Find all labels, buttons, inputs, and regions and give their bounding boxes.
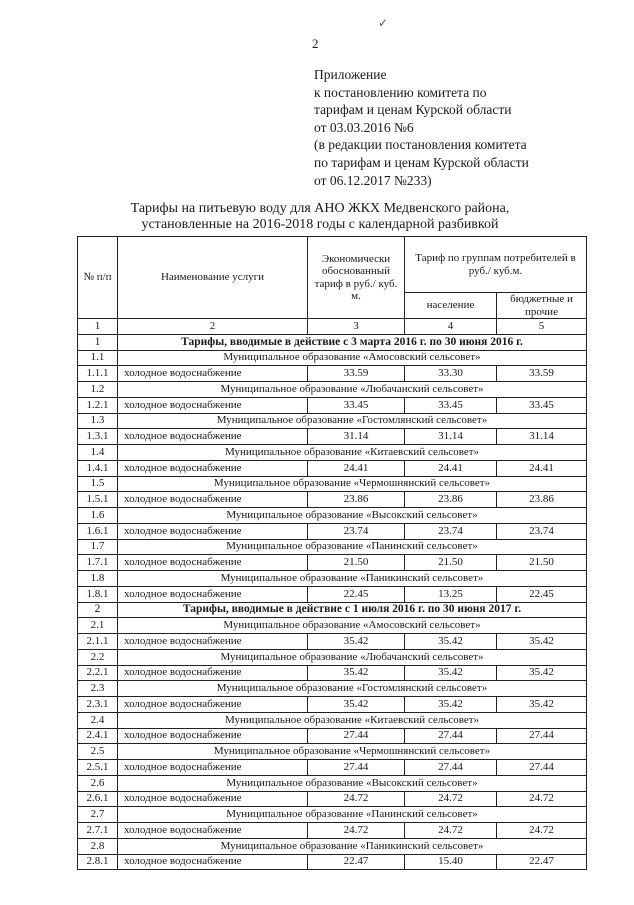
table-row	[78, 460, 587, 476]
budget-tariff-value: 27.44	[497, 760, 587, 776]
row-number: 1.5.1	[78, 492, 118, 508]
row-number: 2.2.1	[78, 665, 118, 681]
document-title-line: Тарифы на питьевую воду для АНО ЖКХ Медвенского района,	[130, 201, 510, 216]
budget-tariff-value: 24.72	[497, 791, 587, 807]
header-budget-other: бюджетные и прочие	[497, 293, 587, 319]
municipality-name: Муниципальное образование «Паникинский сельсовет»	[118, 571, 587, 587]
service-name: холодное водоснабжение	[118, 366, 308, 382]
table-row	[78, 366, 587, 382]
economic-tariff-value: 23.74	[308, 523, 405, 539]
municipality-name: Муниципальное образование «Панинский сельсовет»	[118, 539, 587, 555]
row-number: 1.1.1	[78, 366, 118, 382]
municipality-row	[78, 476, 587, 492]
service-name: холодное водоснабжение	[118, 555, 308, 571]
economic-tariff-value: 27.44	[308, 728, 405, 744]
population-tariff-value: 27.44	[405, 760, 497, 776]
header-economic-tariff: Экономически обоснованный тариф в руб./ куб. м.	[308, 237, 405, 319]
section-title: Тарифы, вводимые в действие с 3 марта 2016 г. по 30 июня 2016 г.	[118, 334, 587, 350]
row-number: 2.7	[78, 807, 118, 823]
tariff-table-body	[78, 334, 587, 870]
row-number: 2	[78, 602, 118, 618]
column-number: 3	[308, 319, 405, 335]
service-name: холодное водоснабжение	[118, 854, 308, 870]
table-row	[78, 397, 587, 413]
column-number: 1	[78, 319, 118, 335]
table-row	[78, 586, 587, 602]
row-number: 2.3.1	[78, 697, 118, 713]
municipality-row	[78, 744, 587, 760]
municipality-name: Муниципальное образование «Чермошнянский сельсовет»	[118, 744, 587, 760]
row-number: 1.4.1	[78, 460, 118, 476]
economic-tariff-value: 24.72	[308, 823, 405, 839]
row-number: 1.4	[78, 445, 118, 461]
economic-tariff-value: 24.41	[308, 460, 405, 476]
column-number: 5	[497, 319, 587, 335]
municipality-name: Муниципальное образование «Амосовский сельсовет»	[118, 618, 587, 634]
table-row	[78, 523, 587, 539]
economic-tariff-value: 35.42	[308, 665, 405, 681]
population-tariff-value: 13.25	[405, 586, 497, 602]
economic-tariff-value: 33.59	[308, 366, 405, 382]
table-row	[78, 555, 587, 571]
row-number: 1	[78, 334, 118, 350]
row-number: 1.8.1	[78, 586, 118, 602]
service-name: холодное водоснабжение	[118, 492, 308, 508]
municipality-name: Муниципальное образование «Высокский сельсовет»	[118, 775, 587, 791]
row-number: 1.7.1	[78, 555, 118, 571]
budget-tariff-value: 35.42	[497, 665, 587, 681]
population-tariff-value: 33.45	[405, 397, 497, 413]
row-number: 1.1	[78, 350, 118, 366]
row-number: 1.6.1	[78, 523, 118, 539]
row-number: 1.2.1	[78, 397, 118, 413]
row-number: 1.2	[78, 382, 118, 398]
budget-tariff-value: 23.74	[497, 523, 587, 539]
population-tariff-value: 23.86	[405, 492, 497, 508]
table-row	[78, 492, 587, 508]
row-number: 1.7	[78, 539, 118, 555]
header-num: № п/п	[78, 237, 118, 319]
document-title-line: установленные на 2016-2018 годы с календарной разбивкой	[141, 217, 499, 232]
row-number: 1.5	[78, 476, 118, 492]
section-row	[78, 602, 587, 618]
table-row	[78, 634, 587, 650]
economic-tariff-value: 22.45	[308, 586, 405, 602]
budget-tariff-value: 31.14	[497, 429, 587, 445]
population-tariff-value: 33.30	[405, 366, 497, 382]
municipality-name: Муниципальное образование «Чермошнянский сельсовет»	[118, 476, 587, 492]
population-tariff-value: 24.41	[405, 460, 497, 476]
municipality-row	[78, 838, 587, 854]
section-title: Тарифы, вводимые в действие с 1 июля 2016 г. по 30 июня 2017 г.	[118, 602, 587, 618]
municipality-row	[78, 413, 587, 429]
appendix-line: Приложение	[314, 67, 387, 82]
row-number: 2.7.1	[78, 823, 118, 839]
header-service-name: Наименование услуги	[118, 237, 308, 319]
row-number: 2.5	[78, 744, 118, 760]
budget-tariff-value: 33.45	[497, 397, 587, 413]
population-tariff-value: 21.50	[405, 555, 497, 571]
header-consumer-groups: Тариф по группам потребителей в руб./ куб.м.	[405, 237, 587, 293]
municipality-row	[78, 382, 587, 398]
municipality-row	[78, 539, 587, 555]
population-tariff-value: 27.44	[405, 728, 497, 744]
economic-tariff-value: 35.42	[308, 634, 405, 650]
economic-tariff-value: 27.44	[308, 760, 405, 776]
table-row	[78, 791, 587, 807]
row-number: 2.4	[78, 712, 118, 728]
row-number: 2.2	[78, 649, 118, 665]
economic-tariff-value: 21.50	[308, 555, 405, 571]
municipality-name: Муниципальное образование «Амосовский сельсовет»	[118, 350, 587, 366]
economic-tariff-value: 35.42	[308, 697, 405, 713]
service-name: холодное водоснабжение	[118, 728, 308, 744]
row-number: 1.8	[78, 571, 118, 587]
economic-tariff-value: 23.86	[308, 492, 405, 508]
row-number: 1.6	[78, 508, 118, 524]
service-name: холодное водоснабжение	[118, 397, 308, 413]
population-tariff-value: 24.72	[405, 791, 497, 807]
population-tariff-value: 15.40	[405, 854, 497, 870]
budget-tariff-value: 21.50	[497, 555, 587, 571]
column-number: 2	[118, 319, 308, 335]
population-tariff-value: 31.14	[405, 429, 497, 445]
population-tariff-value: 24.72	[405, 823, 497, 839]
municipality-row	[78, 712, 587, 728]
municipality-name: Муниципальное образование «Гостомлянский сельсовет»	[118, 681, 587, 697]
municipality-row	[78, 649, 587, 665]
municipality-name: Муниципальное образование «Высокский сельсовет»	[118, 508, 587, 524]
service-name: холодное водоснабжение	[118, 791, 308, 807]
budget-tariff-value: 24.41	[497, 460, 587, 476]
row-number: 2.4.1	[78, 728, 118, 744]
tariff-table	[77, 236, 587, 870]
municipality-name: Муниципальное образование «Паникинский сельсовет»	[118, 838, 587, 854]
municipality-name: Муниципальное образование «Любачанский сельсовет»	[118, 649, 587, 665]
table-row	[78, 760, 587, 776]
row-number: 2.6.1	[78, 791, 118, 807]
appendix-line: тарифам и ценам Курской области	[314, 102, 512, 118]
municipality-name: Муниципальное образование «Гостомлянский сельсовет»	[118, 413, 587, 429]
row-number: 2.5.1	[78, 760, 118, 776]
table-row	[78, 823, 587, 839]
budget-tariff-value: 23.86	[497, 492, 587, 508]
row-number: 1.3.1	[78, 429, 118, 445]
service-name: холодное водоснабжение	[118, 429, 308, 445]
municipality-row	[78, 445, 587, 461]
appendix-line: (в редакции постановления комитета	[314, 137, 527, 153]
row-number: 2.3	[78, 681, 118, 697]
population-tariff-value: 35.42	[405, 665, 497, 681]
row-number: 2.6	[78, 775, 118, 791]
row-number: 2.1	[78, 618, 118, 634]
municipality-name: Муниципальное образование «Панинский сельсовет»	[118, 807, 587, 823]
population-tariff-value: 35.42	[405, 634, 497, 650]
service-name: холодное водоснабжение	[118, 523, 308, 539]
header-population: население	[405, 293, 497, 319]
economic-tariff-value: 33.45	[308, 397, 405, 413]
budget-tariff-value: 33.59	[497, 366, 587, 382]
table-row	[78, 429, 587, 445]
service-name: холодное водоснабжение	[118, 460, 308, 476]
municipality-row	[78, 681, 587, 697]
row-number: 1.3	[78, 413, 118, 429]
population-tariff-value: 35.42	[405, 697, 497, 713]
population-tariff-value: 23.74	[405, 523, 497, 539]
service-name: холодное водоснабжение	[118, 697, 308, 713]
budget-tariff-value: 24.72	[497, 823, 587, 839]
municipality-row	[78, 508, 587, 524]
municipality-row	[78, 807, 587, 823]
service-name: холодное водоснабжение	[118, 586, 308, 602]
corner-mark: ✓	[378, 16, 389, 30]
document-title	[100, 201, 540, 233]
budget-tariff-value: 27.44	[497, 728, 587, 744]
municipality-row	[78, 618, 587, 634]
service-name: холодное водоснабжение	[118, 823, 308, 839]
table-row	[78, 854, 587, 870]
budget-tariff-value: 35.42	[497, 634, 587, 650]
row-number: 2.1.1	[78, 634, 118, 650]
row-number: 2.8	[78, 838, 118, 854]
appendix-line: от 06.12.2017 №233)	[314, 172, 432, 188]
table-row	[78, 728, 587, 744]
table-row	[78, 697, 587, 713]
column-number: 4	[405, 319, 497, 335]
appendix-line: по тарифам и ценам Курской области	[314, 154, 529, 170]
table-row	[78, 665, 587, 681]
budget-tariff-value: 22.47	[497, 854, 587, 870]
appendix-line: от 03.03.2016 №6	[314, 119, 414, 135]
municipality-name: Муниципальное образование «Китаевский сельсовет»	[118, 445, 587, 461]
economic-tariff-value: 31.14	[308, 429, 405, 445]
municipality-row	[78, 350, 587, 366]
budget-tariff-value: 35.42	[497, 697, 587, 713]
municipality-row	[78, 775, 587, 791]
row-number: 2.8.1	[78, 854, 118, 870]
municipality-name: Муниципальное образование «Любачанский сельсовет»	[118, 382, 587, 398]
service-name: холодное водоснабжение	[118, 760, 308, 776]
page-number: 2	[312, 36, 319, 51]
service-name: холодное водоснабжение	[118, 634, 308, 650]
economic-tariff-value: 24.72	[308, 791, 405, 807]
appendix-line: к постановлению комитета по	[314, 84, 487, 100]
municipality-row	[78, 571, 587, 587]
appendix-note	[314, 66, 529, 189]
section-row	[78, 334, 587, 350]
service-name: холодное водоснабжение	[118, 665, 308, 681]
municipality-name: Муниципальное образование «Китаевский сельсовет»	[118, 712, 587, 728]
budget-tariff-value: 22.45	[497, 586, 587, 602]
economic-tariff-value: 22.47	[308, 854, 405, 870]
